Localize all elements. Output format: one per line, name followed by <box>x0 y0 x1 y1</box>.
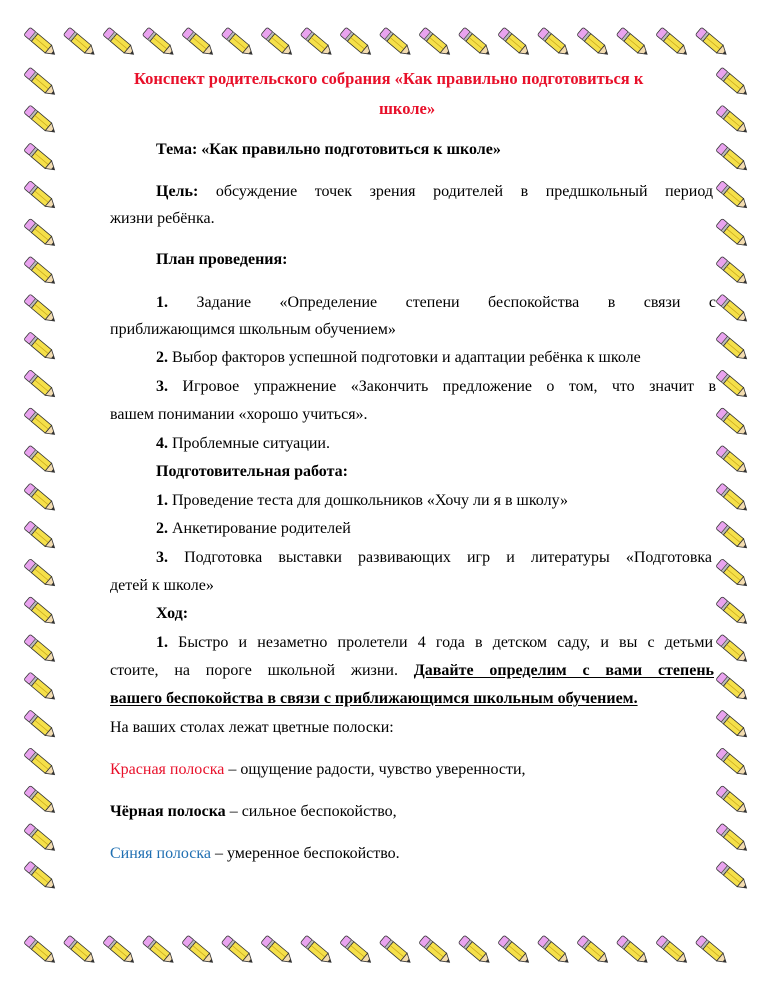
course-number: 1. <box>156 634 168 651</box>
document-title-line1: Конспект родительского собрания «Как правильно подготовиться к <box>134 69 644 88</box>
strip-red-meaning: – ощущение радости, чувство уверенности, <box>224 761 526 778</box>
prep-item-text: Проведение теста для дошкольников «Хочу ли я в школу» <box>172 492 568 509</box>
goal-line2: жизни ребёнка. <box>110 210 215 227</box>
plan-item-number: 3. <box>156 378 168 395</box>
prep-item-3-cont: детей к школе» <box>110 577 214 594</box>
strip-blue-meaning: – умеренное беспокойство. <box>210 845 400 862</box>
plan-heading: План проведения: <box>156 251 288 268</box>
prep-item-number: 1. <box>156 492 168 509</box>
course-emphasis: Давайте определим с вами степень <box>413 662 714 679</box>
goal-line1 <box>156 182 713 202</box>
prep-item-text: Анкетирование родителей <box>172 520 351 537</box>
topic-line: Тема: «Как правильно подготовиться к школе» <box>156 141 501 158</box>
course-text: Быстро и незаметно пролетели 4 года в детском саду, и вы с детьми <box>178 634 713 651</box>
plan-item-3 <box>156 377 716 397</box>
plan-item-number: 2. <box>156 349 168 366</box>
prep-item-number: 3. <box>156 549 168 566</box>
prep-item-2 <box>156 519 351 539</box>
plan-item-text: Выбор факторов успешной подготовки и адаптации ребёнка к школе <box>172 349 641 366</box>
plan-item-text: Игровое упражнение «Закончить предложение о том, что значит в <box>182 378 716 395</box>
plan-item-number: 1. <box>156 294 168 311</box>
course-line4: На ваших столах лежат цветные полоски: <box>110 719 394 736</box>
course-heading: Ход: <box>156 605 189 622</box>
strip-red-name: Красная полоска <box>110 761 225 778</box>
plan-item-1 <box>156 293 716 313</box>
prep-item-3 <box>156 548 712 568</box>
prep-item-text: Подготовка выставки развивающих игр и литературы «Подготовка <box>184 549 712 566</box>
strip-black <box>110 802 397 822</box>
prep-heading: Подготовительная работа: <box>156 463 348 480</box>
plan-item-1-cont: приближающимся школьным обучением» <box>110 321 396 338</box>
course-line2 <box>110 661 714 681</box>
plan-item-text: Проблемные ситуации. <box>172 435 330 452</box>
strip-black-name: Чёрная полоска <box>110 803 226 820</box>
plan-item-3-cont: вашем понимании «хорошо учиться». <box>110 406 368 423</box>
goal-text: обсуждение точек зрения родителей в предшкольный период <box>215 183 713 200</box>
plan-item-4 <box>156 434 330 454</box>
plan-item-2 <box>156 348 641 368</box>
prep-item-number: 2. <box>156 520 168 537</box>
strip-red <box>110 760 526 780</box>
plan-item-text: Задание «Определение степени беспокойства в связи с <box>196 294 716 311</box>
course-line1 <box>156 633 713 653</box>
prep-item-1 <box>156 491 568 511</box>
course-text-plain: стоите, на пороге школьной жизни. <box>110 662 398 679</box>
strip-blue <box>110 844 400 864</box>
plan-item-number: 4. <box>156 435 168 452</box>
strip-blue-name: Синяя полоска <box>110 845 211 862</box>
course-emphasis-cont: вашего беспокойства в связи с приближающимся школьным обучением. <box>110 690 638 707</box>
goal-label: Цель: <box>156 183 199 200</box>
strip-black-meaning: – сильное беспокойство, <box>225 803 397 820</box>
document-title-line2: школе» <box>379 99 436 118</box>
course-line3 <box>110 689 638 709</box>
